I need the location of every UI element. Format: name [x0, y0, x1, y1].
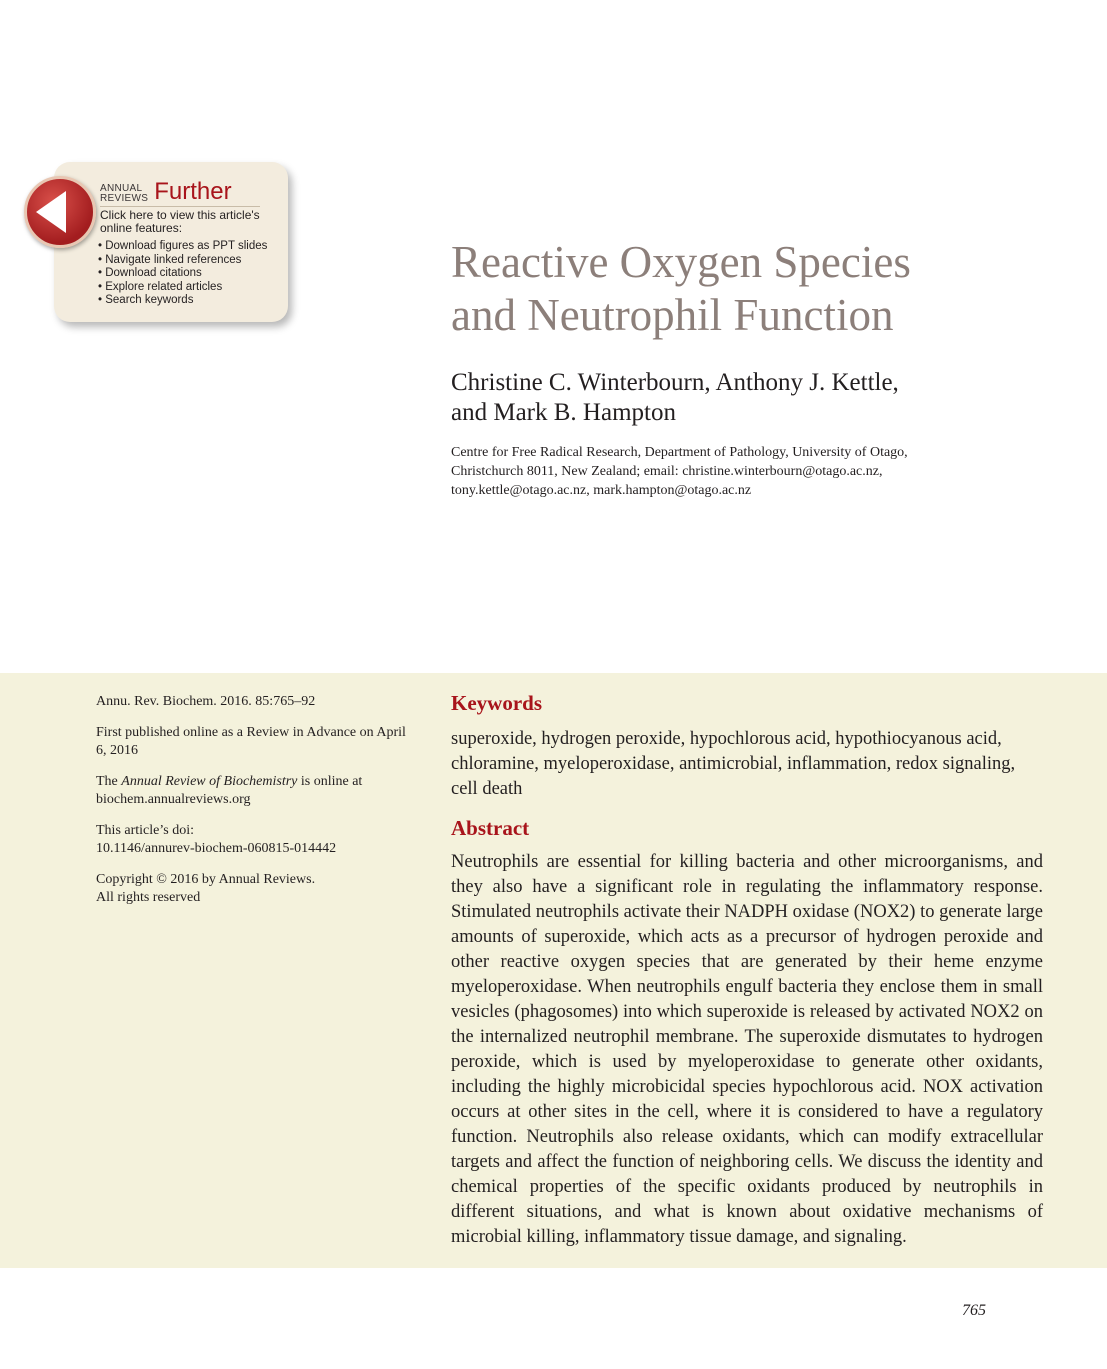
click-here-link[interactable]: Click here [100, 208, 154, 222]
first-published: First published online as a Review in Advance on April 6, 2016 [96, 725, 406, 758]
further-wordmark: Further [154, 178, 232, 205]
further-instructions: Click here to view this article's online features: [100, 208, 260, 235]
further-feature-list [98, 240, 267, 308]
annual-reviews-wordmark: ANNUAL REVIEWS [100, 183, 149, 204]
author-affiliation: Centre for Free Radical Research, Department of Pathology, University of Otago, Christchurch 8011, New Zealand; email: christine.winterbourn@otago.ac.nz, tony.kettle@otago.ac.nz, mark.hampton@otago.ac.nz [451, 445, 908, 498]
further-panel [54, 162, 288, 322]
doi-block: This article’s doi: 10.1146/annurev-biochem-060815-014442 [96, 823, 337, 856]
back-arrow-icon[interactable] [24, 176, 96, 248]
feature-explore-related[interactable]: • Explore related articles [98, 281, 267, 295]
keywords-text: superoxide, hydrogen peroxide, hypochlorous acid, hypothiocyanous acid, chloramine, myeloperoxidase, antimicrobial, inflammation, redox signaling, cell death [451, 729, 1016, 799]
article-authors: Christine C. Winterbourn, Anthony J. Kettle, and Mark B. Hampton [451, 369, 899, 426]
abstract-text: Neutrophils are essential for killing bacteria and other microorganisms, and they also have a significant role in regulating the inflammatory response. Stimulated neutrophils activate their NADPH oxidase (NOX2) to generate large amounts of superoxide, which acts as a precursor of hydrogen peroxide and other reactive oxygen species that are generated by their heme enzyme myeloperoxidase. When neutrophils engulf bacteria they enclose them in small vesicles (phagosomes) into which superoxide is released by activated NOX2 on the internalized neutrophil membrane. The superoxide dismutates to hydrogen peroxide, which is used by myeloperoxidase to generate other oxidants, including the highly microbicidal species hypochlorous acid. NOX activation occurs at other sites in the cell, where it is considered to have a regulatory function. Neutrophils also release oxidants, which can modify extracellular targets and affect the function of neighboring cells. We discuss the identity and chemical properties of the specific oxidants produced by neutrophils in different situations, and what is known about oxidative mechanisms of microbial killing, inflammatory tissue damage, and signaling. [451, 852, 1044, 1247]
article-title: Reactive Oxygen Species and Neutrophil Function [451, 237, 911, 340]
copyright: Copyright © 2016 by Annual Reviews. All rights reserved [96, 872, 316, 905]
page-number: 765 [962, 1302, 986, 1319]
abstract-heading: Abstract [451, 816, 530, 840]
feature-download-figures[interactable]: • Download figures as PPT slides [98, 240, 267, 254]
citation: Annu. Rev. Biochem. 2016. 85:765–92 [96, 694, 316, 709]
feature-navigate-references[interactable]: • Navigate linked references [98, 254, 267, 268]
doi-link[interactable]: 10.1146/annurev-biochem-060815-014442 [96, 841, 337, 856]
article-meta [96, 693, 416, 920]
feature-download-citations[interactable]: • Download citations [98, 267, 267, 281]
keywords-heading: Keywords [451, 691, 542, 715]
journal-online: The Annual Review of Biochemistry is online at biochem.annualreviews.org [96, 774, 363, 807]
annual-reviews-further-logo [100, 180, 260, 207]
feature-search-keywords[interactable]: • Search keywords [98, 294, 267, 308]
